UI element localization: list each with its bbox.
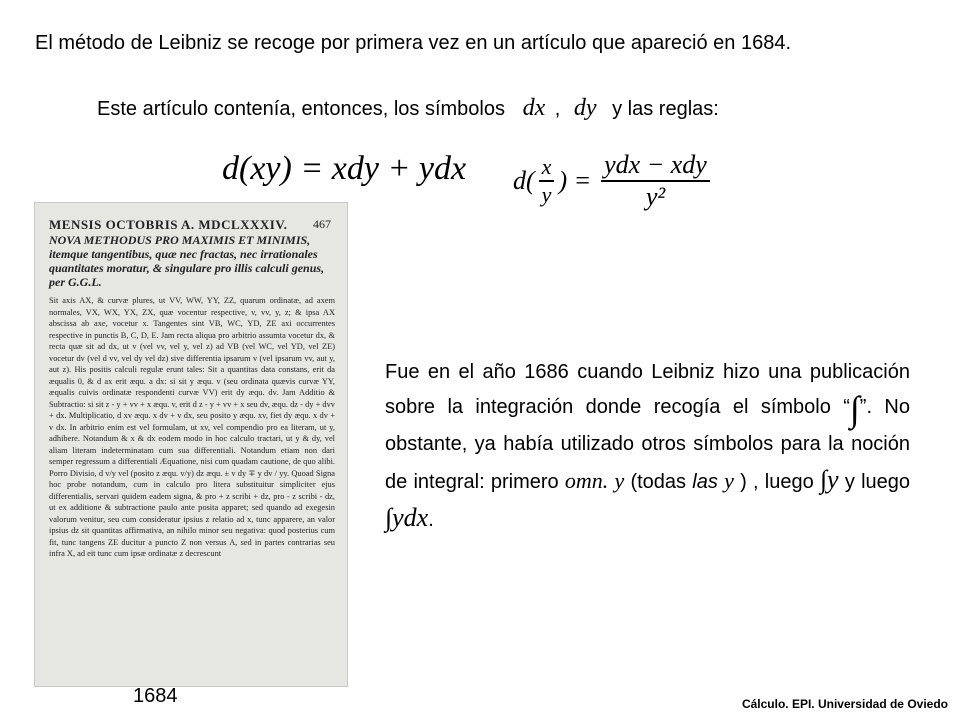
document-body: Sit axis AX, & curvæ plures, ut VV, WW, YY, ZZ, quarum ordinatæ, ad axem normales, VX, WX, YX, ZX, quæ vocentur respective, v, vv, y, z; & ipsa AX abscissa ab axe, vocetur x. Tangentes sint VB, WC, YD, ZE axi occurrentes respective in punctis B, C, D, E. Jam recta aliqua pro arbitrio assumta vocetur dx, & recta quæ sit ad dx, ut v (vel vv, vel y, vel z) ad VB (vel WC, vel YD, vel ZE) vocetur dv (vel d vv, vel dy vel dz) sive differentia ipsarum v (vel ipsarum vv, aut y, aut z). His positis calculi regulæ erunt tales: Sit a quantitas data constans, erit da æqualis 0, & d ax erit æqu. a dx: si sit y æqu. v (seu ordinata quævis curvæ YY, æqualis cuivis ordinatæ respondenti curvæ VV) erit dy æqu. dv. Jam Additio & Subtractio: si sit z - y + vv + x æqu. v, erit d z - y + vv + x seu dv, æqu. dz - dy + dvv + dx. Multiplicatio, d xv æqu. x dv + v dx, seu posito y æqu. xv, fiet dy æqu. x dv + v dx. In arbitrio enim est vel formulam, ut xv, vel compendio pro ea literam, ut y, adhibere. Notandum & x & dx eodem modo in hoc calculo tractari, ut y & dy, vel aliam literam indeterminatam cum sua differentiali. Notandum etiam non dari semper regressum a differentiali Æquatione, nisi cum quadam cautione, de quo alibi. Porro Divisio, d v/y vel (posito z æqu. v/y) dz æqu. ± v dy ∓ y dv / yy. Quoad Signa hoc probe notandum, cum in calculo pro litera substituitur simpliciter ejus differentialis, servari quidem eadem signa, & pro + z scribi + dz, pro - z scribi - dz, ut ex additione & subtractione paulo ante posita apparet; sed quando ad exegesin valorum venitur, seu cum consideratur ipsius z relatio ad x, tunc apparere, an valor ipsius dz sit quantitas affirmativa, an nihilo minor seu negativa: quod posterius cum fit, tunc tangens ZE ducitur a puncto Z non versus A, sed in partes contrarias seu infra X, ad eit tunc cum ipsæ ordinatæ z decrescunt — [49, 296, 335, 558]
dy-symbol: dy — [573, 95, 597, 121]
quotient-suffix: ) = — [558, 166, 592, 195]
para-part-6: . — [428, 509, 434, 531]
document-year: 1684 — [133, 685, 178, 707]
footer-credit: Cálculo. EPI. Universidad de Oviedo — [741, 697, 948, 711]
product-rule: d(xy) = xdy + ydx — [222, 150, 467, 187]
para-part-3: (todas — [630, 471, 687, 493]
symbols-line — [97, 93, 719, 124]
integration-paragraph — [385, 355, 910, 538]
quotient-fraction — [601, 150, 710, 212]
integral-y-symbol: ∫y — [819, 465, 839, 494]
document-page-number: 467 — [313, 217, 331, 231]
document-subtitle: NOVA METHODUS PRO MAXIMIS ET MINIMIS, itemque tangentibus, quæ nec fractas, nec irrationales quantitates moratur, & singulare pro illis calculi genus, per G.G.L. — [49, 233, 325, 289]
intro-text: El método de Leibniz se recoge por primera vez en un artículo que apareció en 1684. — [35, 32, 792, 54]
integral-symbol: ∫ — [849, 389, 860, 429]
para-part-1: Fue en el año 1686 cuando Leibniz hizo una publicación sobre la integración donde recogía el símbolo “ — [385, 361, 910, 418]
quotient-denominator: y² — [645, 182, 666, 211]
quotient-numerator: ydx − xdy — [601, 150, 710, 182]
omn-y-symbol: omn. y — [564, 468, 625, 493]
document-header: MENSIS OCTOBRIS A. MDCLXXXIV. — [49, 217, 288, 232]
las-word: las — [692, 471, 718, 493]
historical-document-image — [34, 202, 348, 687]
symbols-line-end: y las reglas: — [612, 98, 719, 120]
quotient-prefix: d( — [513, 166, 535, 195]
symbols-line-start: Este artículo contenía, entonces, los símbolos — [97, 98, 505, 120]
quotient-rule — [513, 150, 733, 212]
symbols-comma: , — [554, 98, 561, 120]
dx-symbol: dx — [522, 95, 546, 121]
integral-ydx-symbol: ∫ydx — [385, 503, 429, 532]
quotient-inner-fraction — [539, 154, 555, 208]
y-symbol: y — [724, 468, 734, 493]
quotient-inner-num: x — [539, 154, 555, 182]
para-part-5: y luego — [844, 471, 911, 493]
para-part-4: ) , luego — [740, 471, 814, 493]
para-part-2: ”. No obstante, ya había utilizado otros símbolos para la noción de integral: primero — [385, 396, 910, 493]
document-page — [49, 217, 335, 560]
quotient-inner-den: y — [541, 182, 552, 207]
